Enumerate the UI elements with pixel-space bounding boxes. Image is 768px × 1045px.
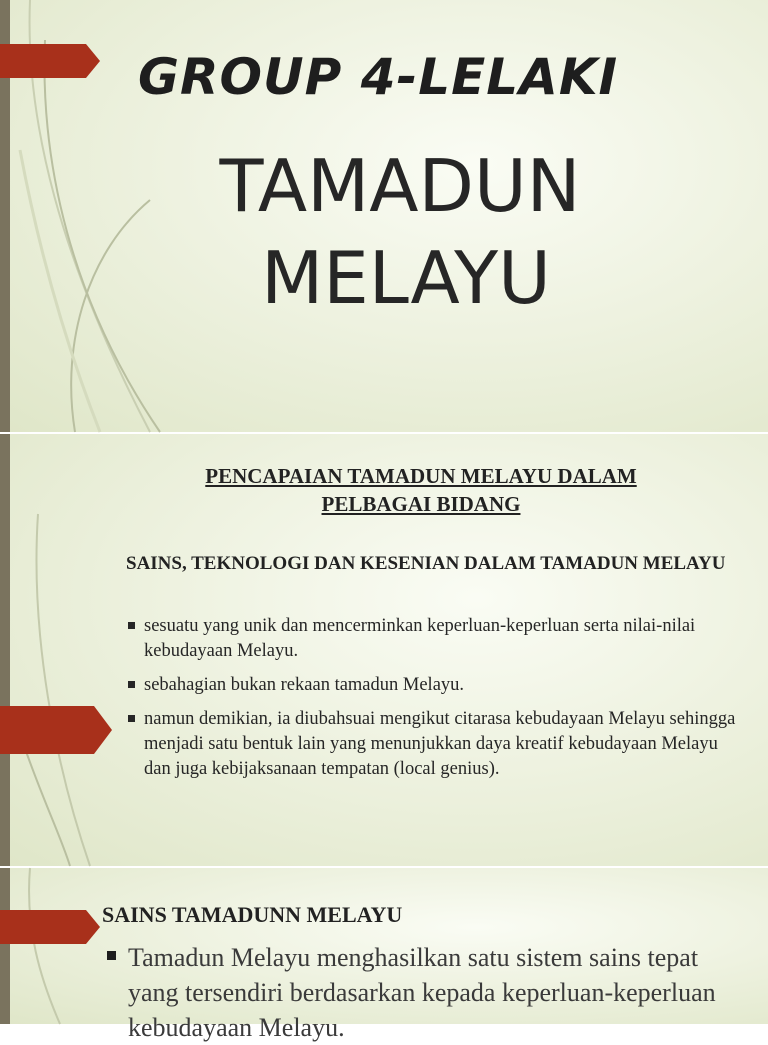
list-item-text: sesuatu yang unik dan mencerminkan keperluan-keperluan serta nilai-nilai kebudayaan Melayu. — [144, 616, 696, 661]
list-item-text: namun demikian, ia diubahsuai mengikut citarasa kebudayaan Melayu sehingga menjadi satu bentuk lain yang menunjukkan daya kreatif kebudayaan Melayu dan juga kebijaksanaan tempatan (local genius). — [144, 709, 736, 779]
square-bullet-icon — [107, 951, 116, 960]
slide-heading — [110, 462, 732, 518]
square-bullet-icon — [128, 622, 135, 629]
left-accent-bar — [0, 868, 10, 1024]
title-line-2: MELAYU — [261, 236, 551, 320]
bullet-list — [104, 940, 724, 1045]
arrow-tab-icon — [0, 44, 100, 78]
section-subheading: SAINS, TEKNOLOGI DAN KESENIAN DALAM TAMADUN MELAYU — [126, 553, 726, 574]
left-accent-bar — [0, 434, 10, 866]
list-item-text: Tamadun Melayu menghasilkan satu sistem sains tepat yang tersendiri berdasarkan kepada keperluan-keperluan kebudayaan Melayu. — [128, 943, 716, 1042]
slide-heading: SAINS TAMADUNN MELAYU — [102, 902, 403, 927]
title-line-1: TAMADUN — [219, 144, 581, 228]
list-item-text: sebahagian bukan rekaan tamadun Melayu. — [144, 675, 465, 695]
slide-2 — [0, 434, 768, 866]
square-bullet-icon — [128, 681, 135, 688]
list-item — [126, 707, 738, 782]
slide-1 — [0, 0, 768, 432]
bullet-list — [126, 614, 738, 791]
slide-title — [150, 140, 650, 324]
arrow-tab-icon — [0, 910, 100, 944]
list-item — [126, 614, 738, 664]
slide-3 — [0, 868, 768, 1042]
group-label: GROUP 4-LELAKI — [138, 48, 619, 106]
heading-line-2: PELBAGAI BIDANG — [321, 492, 521, 516]
arrow-tab-icon — [0, 706, 112, 754]
square-bullet-icon — [128, 715, 135, 722]
heading-line-1: PENCAPAIAN TAMADUN MELAYU DALAM — [205, 464, 637, 488]
list-item — [104, 940, 724, 1045]
list-item — [126, 673, 738, 698]
